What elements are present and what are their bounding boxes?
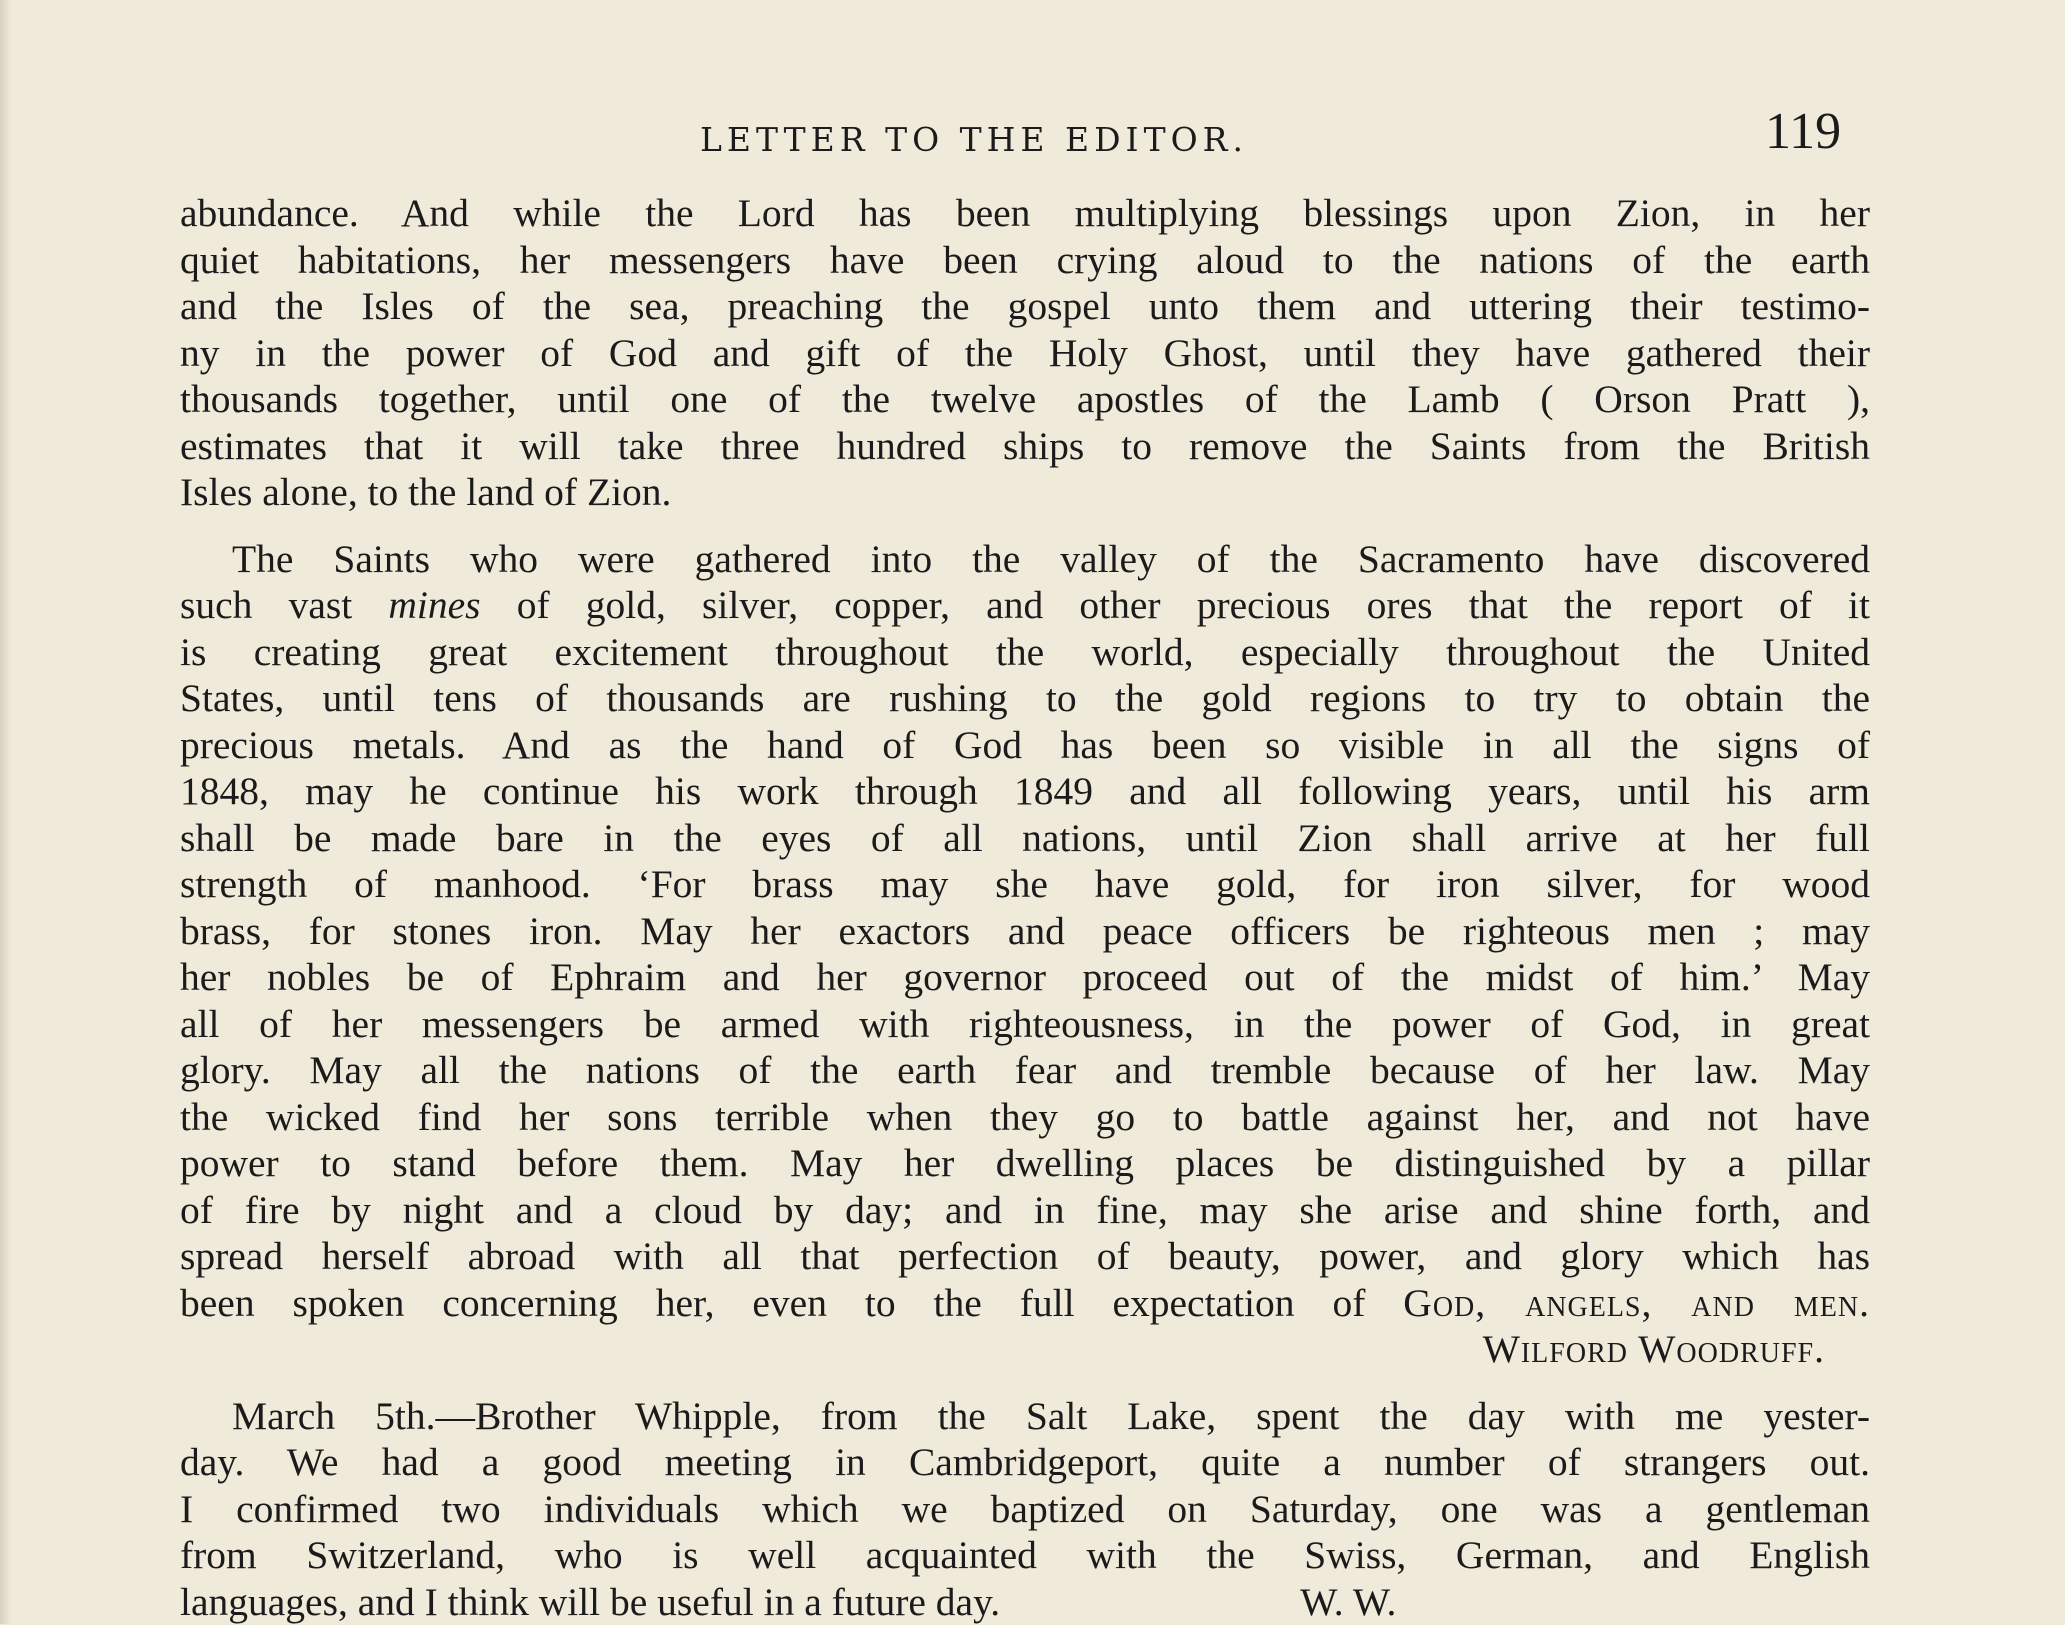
text-line: her nobles be of Ephraim and her governor proceed out of the midst of him.’ May xyxy=(180,954,1870,1001)
text-line: strength of manhood. ‘For brass may she have gold, for iron silver, for wood xyxy=(180,861,1870,908)
paragraph-2 xyxy=(180,536,1870,1373)
paragraph-3 xyxy=(180,1393,1870,1625)
text-line: day. We had a good meeting in Cambridgeport, quite a number of strangers out. xyxy=(180,1439,1870,1486)
text-line: brass, for stones iron. May her exactors and peace officers be righteous men ; may xyxy=(180,908,1870,955)
text-body xyxy=(180,190,1870,1625)
paragraph-gap xyxy=(180,516,1870,536)
text-line: abundance. And while the Lord has been multiplying blessings upon Zion, in her xyxy=(180,190,1870,237)
text-run: languages, and I think will be useful in a future day. xyxy=(180,1580,1000,1624)
text-line-with-initials xyxy=(180,1579,1870,1625)
text-line: 1848, may he continue his work through 1849 and all following years, until his arm xyxy=(180,768,1870,815)
text-line: from Switzerland, who is well acquainted with the Swiss, German, and English xyxy=(180,1532,1870,1579)
text-line: ny in the power of God and gift of the Holy Ghost, until they have gathered their xyxy=(180,330,1870,377)
text-line: is creating great excitement throughout the world, especially throughout the United xyxy=(180,629,1870,676)
text-line: The Saints who were gathered into the valley of the Sacramento have discovered xyxy=(180,536,1870,583)
text-line: States, until tens of thousands are rushing to the gold regions to try to obtain the xyxy=(180,675,1870,722)
header-title: LETTER TO THE EDITOR. xyxy=(700,120,1248,159)
text-line: glory. May all the nations of the earth fear and tremble because of her law. May xyxy=(180,1047,1870,1094)
text-line: the wicked find her sons terrible when they go to battle against her, and not have xyxy=(180,1094,1870,1141)
running-head xyxy=(0,112,2065,172)
text-line: precious metals. And as the hand of God has been so visible in all the signs of xyxy=(180,722,1870,769)
text-line: quiet habitations, her messengers have been crying aloud to the nations of the earth xyxy=(180,237,1870,284)
text-line: estimates that it will take three hundred ships to remove the Saints from the British xyxy=(180,423,1870,470)
text-line: all of her messengers be armed with righteousness, in the power of God, in great xyxy=(180,1001,1870,1048)
page-number: 119 xyxy=(1765,102,1841,161)
text-line-with-small-caps xyxy=(180,1280,1870,1327)
text-run: of gold, silver, copper, and other precious ores that the report of it xyxy=(481,583,1870,627)
text-line: and the Isles of the sea, preaching the gospel unto them and uttering their testimo- xyxy=(180,283,1870,330)
small-caps-phrase: God, angels, and men. xyxy=(1403,1281,1870,1325)
text-line: March 5th.—Brother Whipple, from the Salt Lake, spent the day with me yester- xyxy=(180,1393,1870,1440)
text-line: shall be made bare in the eyes of all nations, until Zion shall arrive at her full xyxy=(180,815,1870,862)
signature-wilford-woodruff: Wilford Woodruff. xyxy=(180,1326,1870,1373)
signature-initials: W. W. xyxy=(1300,1579,1396,1625)
paragraph-1 xyxy=(180,190,1870,516)
text-line: thousands together, until one of the twelve apostles of the Lamb ( Orson Pratt ), xyxy=(180,376,1870,423)
text-line-with-italic xyxy=(180,582,1870,629)
text-run: been spoken concerning her, even to the full expectation of xyxy=(180,1281,1403,1325)
text-line: spread herself abroad with all that perfection of beauty, power, and glory which has xyxy=(180,1233,1870,1280)
text-line: Isles alone, to the land of Zion. xyxy=(180,469,1870,516)
page-edge-shadow xyxy=(0,0,12,1624)
text-run: such vast xyxy=(180,583,388,627)
text-line: of fire by night and a cloud by day; and in fine, may she arise and shine forth, and xyxy=(180,1187,1870,1234)
paragraph-gap xyxy=(180,1373,1870,1393)
italic-word: mines xyxy=(388,583,480,627)
text-line: I confirmed two individuals which we baptized on Saturday, one was a gentleman xyxy=(180,1486,1870,1533)
text-line: power to stand before them. May her dwelling places be distinguished by a pillar xyxy=(180,1140,1870,1187)
